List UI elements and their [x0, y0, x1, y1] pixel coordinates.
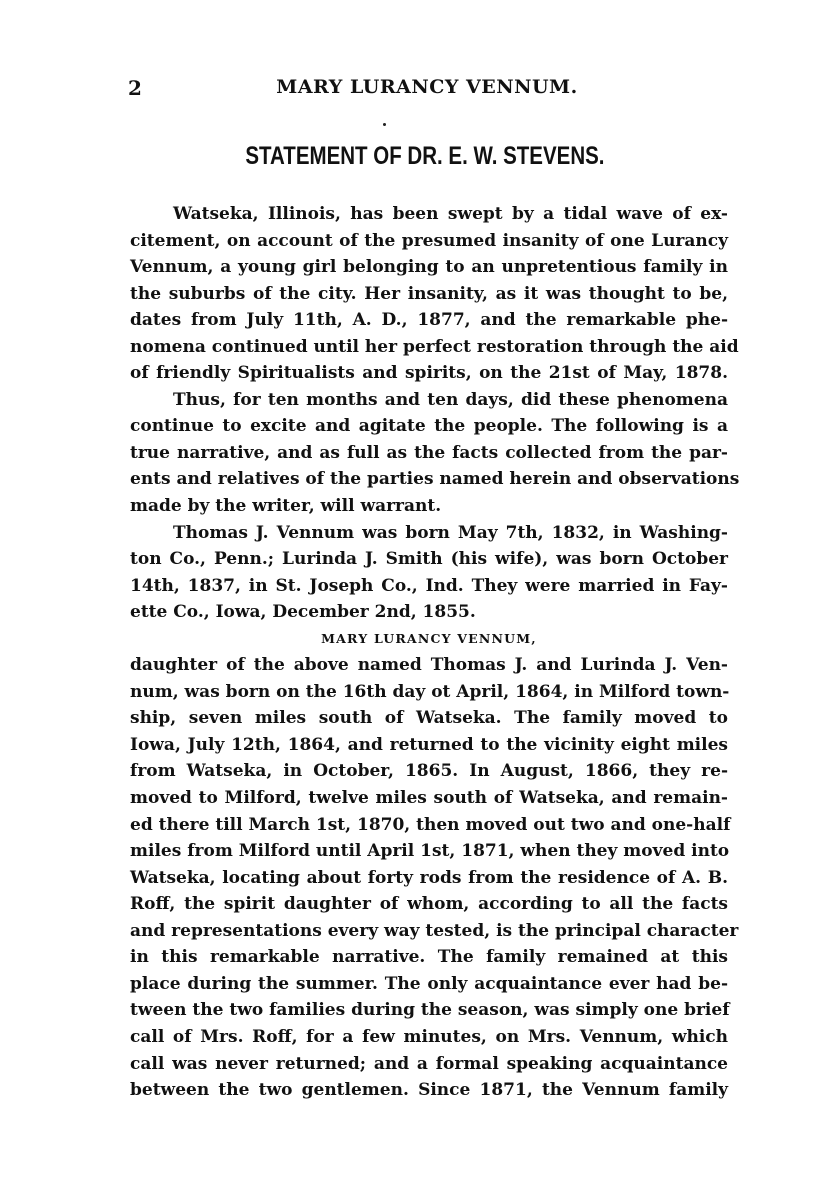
text-line: from Watseka, in October, 1865. In August, 1866, they re-	[130, 761, 728, 782]
text-line: ton Co., Penn.; Lurinda J. Smith (his wife), was born October	[130, 549, 728, 570]
text-line: Thomas J. Vennum was born May 7th, 1832, in Washing-	[173, 522, 728, 543]
section-title: STATEMENT OF DR. E. W. STEVENS.	[245, 142, 605, 170]
text-line: Thus, for ten months and ten days, did these phenomena	[173, 389, 728, 410]
text-line: of friendly Spiritualists and spirits, on the 21st of May, 1878.	[130, 363, 728, 384]
text-line: made by the writer, will warrant.	[130, 496, 442, 517]
text-line: 14th, 1837, in St. Joseph Co., Ind. They were married in Fay-	[130, 575, 728, 596]
text-line: true narrative, and as full as the facts collected from the par-	[130, 442, 728, 463]
page-number: 2	[128, 76, 142, 100]
text-line: Vennum, a young girl belonging to an unpretentious family in	[130, 257, 728, 278]
text-line: the suburbs of the city. Her insanity, as it was thought to be,	[130, 283, 728, 304]
text-line: Iowa, July 12th, 1864, and returned to the vicinity eight miles	[130, 734, 728, 755]
body-text	[130, 201, 740, 1104]
text-line: Roff, the spirit daughter of whom, according to all the facts	[130, 894, 728, 915]
text-line: call was never returned; and a formal speaking acquaintance	[130, 1053, 728, 1074]
subheading: MARY LURANCY VENNUM,	[321, 630, 537, 646]
text-line: ents and relatives of the parties named herein and observations	[130, 469, 740, 490]
text-line: ed there till March 1st, 1870, then moved out two and one-half	[130, 814, 731, 835]
text-line: place during the summer. The only acquaintance ever had be-	[130, 973, 728, 994]
running-head: MARY LURANCY VENNUM.	[276, 76, 578, 98]
text-line: between the two gentlemen. Since 1871, the Vennum family	[130, 1080, 728, 1101]
text-line: num, was born on the 16th day ot April, 1864, in Milford town-	[130, 681, 730, 702]
text-line: moved to Milford, twelve miles south of Watseka, and remain-	[130, 788, 728, 809]
text-line: in this remarkable narrative. The family remained at this	[130, 947, 728, 968]
text-line: tween the two families during the season, was simply one brief	[130, 1000, 730, 1021]
text-line: miles from Milford until April 1st, 1871, when they moved into	[130, 841, 730, 862]
stray-mark	[383, 123, 386, 126]
text-line: daughter of the above named Thomas J. and Lurinda J. Ven-	[130, 655, 728, 676]
text-line: call of Mrs. Roff, for a few minutes, on Mrs. Vennum, which	[130, 1026, 728, 1047]
text-line: ette Co., Iowa, December 2nd, 1855.	[130, 602, 476, 623]
text-line: and representations every way tested, is the principal character	[130, 920, 739, 941]
text-line: Watseka, Illinois, has been swept by a tidal wave of ex-	[173, 204, 728, 224]
text-line: citement, on account of the presumed insanity of one Lurancy	[130, 230, 728, 251]
text-line: dates from July 11th, A. D., 1877, and the remarkable phe-	[130, 310, 728, 331]
text-line: continue to excite and agitate the people. The following is a	[130, 416, 728, 437]
text-line: nomena continued until her perfect restoration through the aid	[130, 336, 739, 357]
text-line: Watseka, locating about forty rods from the residence of A. B.	[130, 867, 728, 888]
text-line: ship, seven miles south of Watseka. The family moved to	[130, 708, 728, 729]
